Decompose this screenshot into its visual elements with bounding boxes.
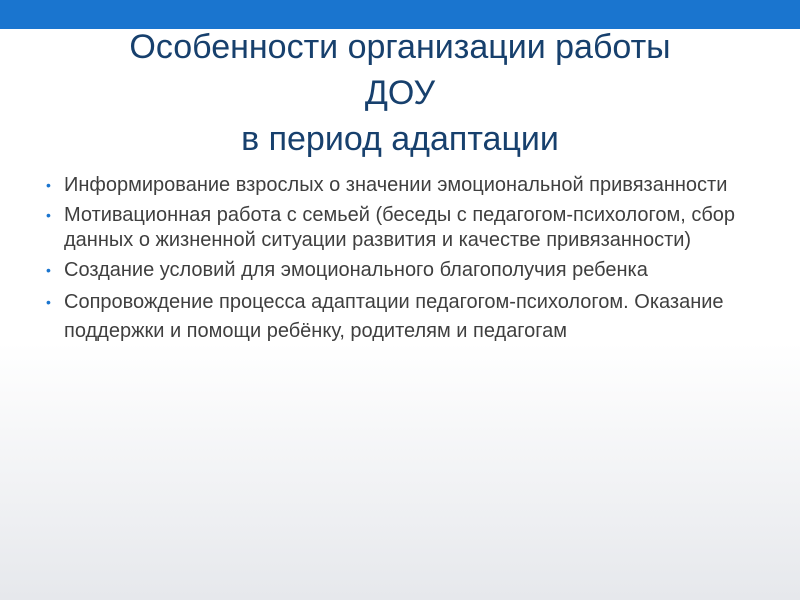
bullet-icon: • (46, 262, 51, 278)
list-item (46, 288, 776, 346)
bullet-text: Создание условий для эмоционального благополучия ребенка (64, 259, 648, 281)
title-line: в период адаптации (241, 120, 559, 158)
bullet-text: Мотивационная работа с семьей (беседы с педагогом-психологом, сбор данных о жизненной ситуации развития и качестве привязанности) (64, 204, 736, 251)
list-item (46, 258, 776, 283)
title-line: ДОУ (364, 74, 436, 112)
bullet-icon: • (46, 207, 51, 223)
list-item (46, 173, 776, 198)
slide-title (40, 24, 760, 162)
title-line: Особенности организации работы (129, 28, 671, 66)
bullet-icon: • (46, 294, 51, 310)
bullet-icon: • (46, 177, 51, 193)
bullet-list (46, 173, 776, 351)
bullet-text: Сопровождение процесса адаптации педагогом-психологом. Оказание поддержки и помощи ребёнку, родителям и педагогам (64, 291, 724, 342)
list-item (46, 203, 776, 253)
bullet-text: Информирование взрослых о значении эмоциональной привязанности (64, 174, 728, 196)
